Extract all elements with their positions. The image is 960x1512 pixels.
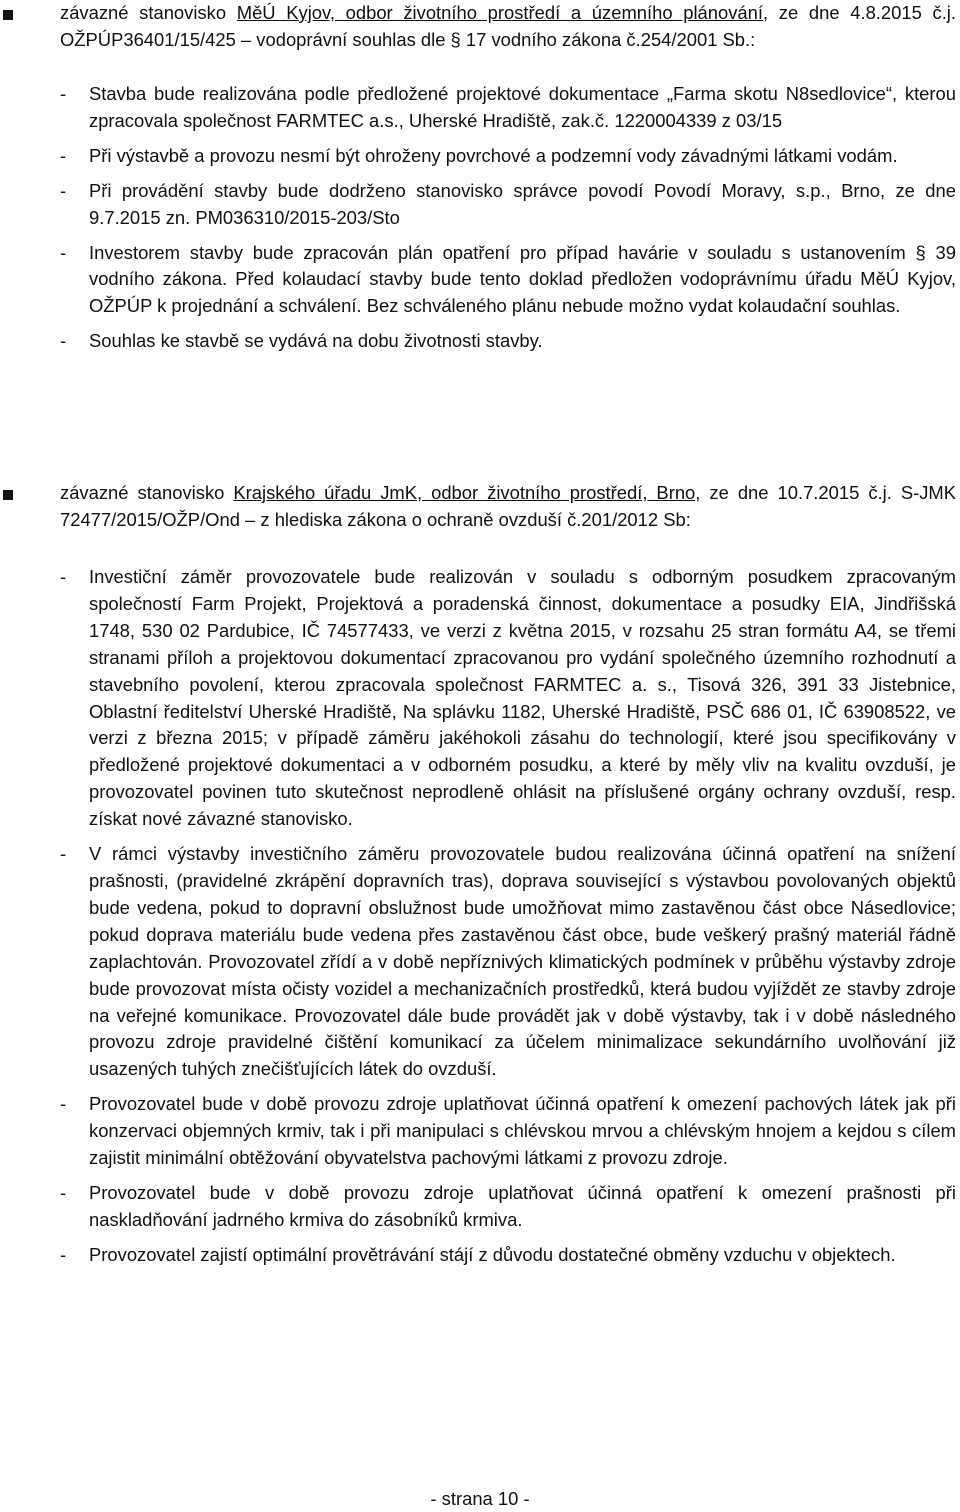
dash-marker: - [60, 241, 67, 263]
list-item [0, 240, 960, 321]
dash-marker: - [60, 1243, 67, 1265]
dash-marker: - [60, 1181, 67, 1203]
list-item [0, 1242, 960, 1269]
list-item [0, 143, 960, 170]
heading-suffix: ze dne 10.7.2015 č.j. S-JMK 72477/2015/OŽP/Ond – z hlediska zákona o ochraně ovzduší č.201/2012 Sb: [60, 482, 956, 530]
list-item [0, 328, 960, 355]
list-item [0, 81, 960, 135]
condition-text: V rámci výstavby investičního záměru provozovatele budou realizována účinná opatření na snížení prašnosti, (pravidelné zkrápění dopravních tras), doprava související s výstavbou povolovaných objektů bude vedena, pokud to dopravní obslužnost bude umožňovat mimo zastavěnou část obce Násedlovice; pokud doprava materiálu bude vedena přes zastavěnou část obce, bude veškerý prašný materiál řádně zaplachtován. Provozovatel zřídí a v době nepříznivých klimatických podmínek v průběhu výstavby zdroje bude provozovat místa očisty vozidel a mechanizačních prostředků, která budou vyjíždět ze stavby zdroje na veřejné komunikace. Provozovatel dále bude provádět jak v době výstavby, tak i v době následného provozu zdroje pravidelné čištění komunikací za účelem minimalizace sekundárního uvolňování již usazených tuhých znečišťujících látek do ovzduší. [89, 843, 956, 1080]
heading-authority: MěÚ Kyjov, odbor životního prostředí a územního plánování [236, 2, 763, 23]
condition-text: Provozovatel zajistí optimální provětrávání stájí z důvodu dostatečné obměny vzduchu v objektech. [89, 1243, 896, 1265]
condition-text: Při výstavbě a provozu nesmí být ohroženy povrchové a podzemní vody závadnými látkami vodám. [89, 144, 898, 166]
condition-text: Provozovatel bude v době provozu zdroje uplatňovat účinná opatření k omezení prašnosti při naskladňování jadrného krmiva do zásobníků krmiva. [89, 1181, 956, 1230]
heading-prefix: závazné stanovisko [60, 2, 237, 23]
dash-marker: - [60, 330, 67, 352]
condition-text: Souhlas ke stavbě se vydává na dobu životnosti stavby. [89, 330, 543, 352]
square-bullet-icon [3, 490, 13, 500]
condition-list [0, 564, 960, 1269]
condition-text: Investorem stavby bude zpracován plán opatření pro případ havárie v souladu s ustanovením § 39 vodního zákona. Před kolaudací stavby bude tento doklad předložen vodoprávnímu úřadu MěÚ Kyjov, OŽPÚP k projednání a schválení. Bez schváleného plánu nebude možno vydat kolaudační souhlas. [89, 241, 956, 317]
dash-marker: - [60, 1093, 67, 1115]
condition-text: Při provádění stavby bude dodrženo stanovisko správce povodí Povodí Moravy, s.p., Brno, ze dne 9.7.2015 zn. PM036310/2015-203/Sto [89, 179, 956, 228]
list-item [0, 564, 960, 833]
condition-text: Investiční záměr provozovatele bude realizován v souladu s odborným posudkem zpracovaným společností Farm Projekt, Projektová a poradenská činnost, dokumentace a posudky EIA, Jindřišská 1748, 530 02 Pardubice, IČ 74577433, ve verzi z května 2015, v rozsahu 25 stran formátu A4, se třemi stranami příloh a projektovou dokumentací zpracovanou pro vydání společného územního rozhodnutí a stavebního povolení, kterou zpracovala společnost FARMTEC a. s., Tisová 326, 391 33 Jistebnice, Oblastní ředitelství Uherské Hradiště, Na splávku 1182, Uherské Hradiště, PSČ 686 01, IČ 63908522, ve verzi z března 2015; v případě záměru jakéhokoli zásahu do technologií, které jsou specifikovány v předložené projektové dokumentaci a v odborném posudku, a které by měly vliv na kvalitu ovzduší, je provozovatel povinen tuto skutečnost neprodleně ohlásit na příslušené orgány ochrany ovzduší, resp. získat nové závazné stanovisko. [89, 566, 956, 830]
list-item [0, 178, 960, 232]
condition-list [0, 81, 960, 355]
heading-suffix: , ze dne 4.8.2015 č.j. OŽPÚP36401/15/425 – vodoprávní souhlas dle § 17 vodního zákona č.254/2001 Sb.: [60, 2, 957, 50]
list-item [0, 1180, 960, 1234]
dash-marker: - [60, 144, 67, 166]
list-item [0, 841, 960, 1083]
dash-marker: - [60, 566, 67, 587]
dash-marker: - [60, 179, 67, 201]
dash-marker: - [60, 843, 67, 865]
section-heading [60, 480, 956, 534]
heading-prefix: závazné stanovisko [60, 482, 234, 503]
list-item [0, 1091, 960, 1172]
section-heading [60, 0, 956, 54]
heading-authority: Krajského úřadu JmK, odbor životního prostředí, Brno, [233, 482, 701, 503]
square-bullet-icon [3, 10, 13, 20]
condition-text: Provozovatel bude v době provozu zdroje uplatňovat účinná opatření k omezení pachových látek jak při konzervaci objemných krmiv, tak i při manipulaci s chlévskou mrvou a chlévským hnojem a kejdou s cílem zajistit minimální obtěžování obyvatelstva pachovými látkami z provozu zdroje. [89, 1093, 956, 1169]
dash-marker: - [60, 83, 67, 104]
condition-text: Stavba bude realizována podle předložené projektové dokumentace „Farma skotu N8sedlovice“, kterou zpracovala společnost FARMTEC a.s., Uherské Hradiště, zak.č. 1220004339 z 03/15 [89, 83, 956, 131]
page-number: - strana 10 - [430, 1488, 530, 1509]
